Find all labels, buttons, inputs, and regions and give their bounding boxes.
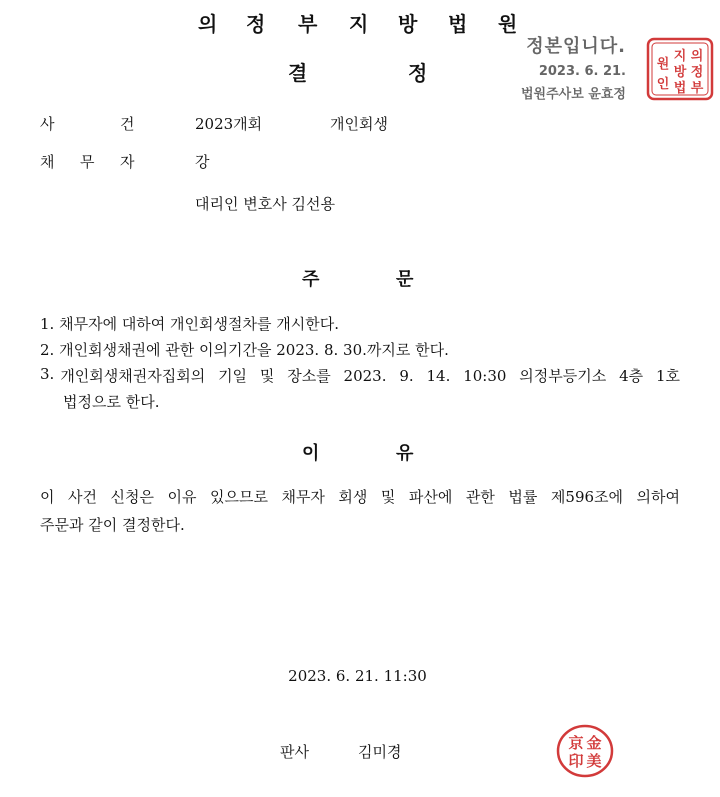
order-item — [40, 339, 449, 360]
judge-name: 김미경 — [358, 743, 402, 761]
court-name-char: 방 — [398, 12, 418, 36]
order-item-text: 개인회생채권자집회의 기일 및 장소를 2023. 9. 14. 10:30 의정부등기소 4층 1호 — [60, 367, 680, 385]
svg-text:印: 印 — [568, 752, 584, 770]
reason-heading-char: 유 — [396, 443, 414, 464]
court-name-char: 지 — [349, 12, 369, 36]
svg-text:부: 부 — [690, 81, 704, 96]
certification-stamp — [498, 32, 626, 102]
order-item-continuation: 법정으로 한다. — [63, 393, 160, 411]
case-type: 개인회생 — [330, 115, 388, 133]
svg-text:金: 金 — [586, 734, 602, 752]
debtor-label-char: 무 — [80, 153, 95, 171]
order-heading-char: 문 — [396, 269, 414, 290]
svg-text:美: 美 — [586, 752, 602, 770]
order-item-number: 2. — [40, 341, 55, 359]
order-item-text: 채무자에 대하여 개인회생절차를 개시한다. — [59, 315, 339, 333]
case-number: 2023개회 — [195, 115, 263, 133]
debtor-agent: 대리인 변호사 김선용 — [195, 195, 335, 213]
svg-text:방: 방 — [673, 65, 687, 80]
svg-text:京: 京 — [568, 734, 584, 752]
case-label — [0, 113, 200, 133]
reason-heading — [0, 439, 720, 463]
court-name-char: 법 — [448, 12, 468, 36]
order-item-text: 개인회생채권에 관한 이의기간을 2023. 8. 30.까지로 한다. — [59, 341, 449, 359]
order-item-number: 1. — [40, 315, 55, 333]
order-item-number: 3. — [40, 365, 55, 383]
reason-heading-char: 이 — [302, 443, 320, 464]
court-seal-icon — [645, 36, 715, 102]
svg-text:인: 인 — [656, 77, 670, 92]
reason-text-line1: 이 사건 신청은 이유 있으므로 채무자 회생 및 파산에 관한 법률 제596조에 의하여 — [40, 488, 680, 506]
certification-title: 정본입니다. — [526, 36, 626, 57]
debtor-label-char: 자 — [120, 153, 135, 171]
decision-datetime: 2023. 6. 21. 11:30 — [288, 667, 427, 685]
svg-text:의: 의 — [690, 49, 704, 64]
reason-text-line2: 주문과 같이 결정한다. — [40, 516, 185, 534]
certification-date: 2023. 6. 21. — [538, 64, 626, 79]
court-name-char: 의 — [198, 12, 218, 36]
case-label-char: 건 — [120, 115, 135, 133]
order-heading-char: 주 — [302, 269, 320, 290]
svg-text:법: 법 — [673, 81, 687, 96]
svg-text:정: 정 — [690, 65, 704, 80]
title-char: 결 — [288, 61, 308, 85]
debtor-label-char: 채 — [40, 153, 55, 171]
order-item — [40, 313, 339, 334]
certification-clerk: 법원주사보 윤효정 — [521, 87, 626, 102]
title-char: 정 — [408, 61, 428, 85]
judge-seal-icon — [554, 722, 616, 780]
case-label-char: 사 — [40, 115, 55, 133]
court-name-char: 정 — [246, 12, 266, 36]
court-name-char: 원 — [498, 12, 518, 36]
order-item — [40, 365, 680, 386]
judge-label: 판사 — [280, 743, 309, 761]
svg-text:지: 지 — [673, 49, 687, 64]
debtor-name: 강 — [195, 153, 210, 171]
court-name-char: 부 — [298, 12, 318, 36]
debtor-label — [0, 151, 200, 171]
order-heading — [0, 265, 720, 289]
svg-text:원: 원 — [656, 57, 670, 72]
